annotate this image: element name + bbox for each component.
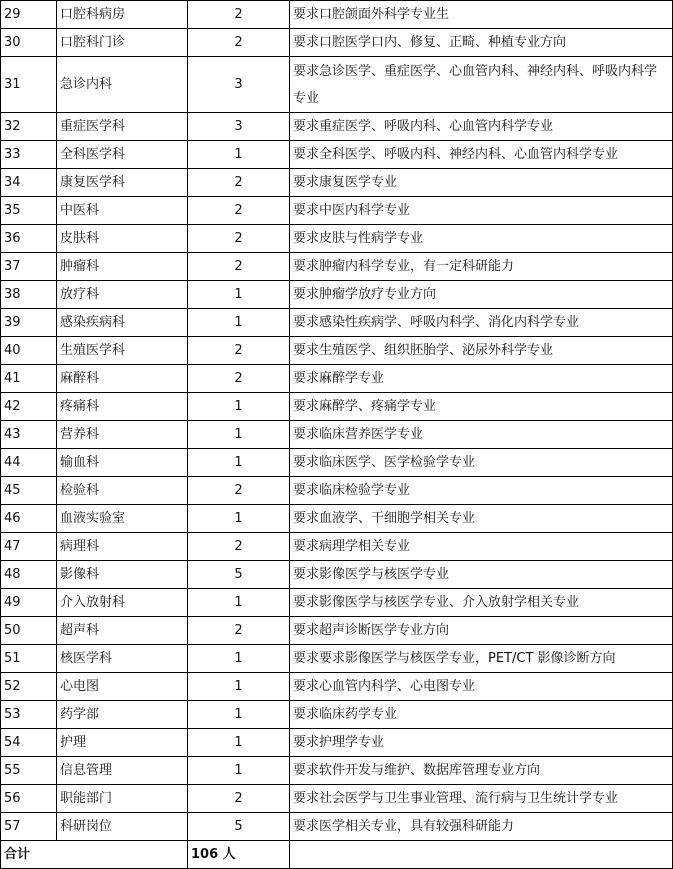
table-row: [1, 113, 673, 141]
row-number-cell: 52: [1, 673, 57, 701]
row-number-cell: 51: [1, 645, 57, 673]
table-row: [1, 673, 673, 701]
row-number-cell: 45: [1, 477, 57, 505]
requirement-cell: 要求临床营养医学专业: [290, 421, 673, 449]
department-cell: 超声科: [57, 617, 188, 645]
table-row: [1, 757, 673, 785]
row-number-cell: 56: [1, 785, 57, 813]
row-number-cell: 35: [1, 197, 57, 225]
row-number-cell: 44: [1, 449, 57, 477]
requirement-cell: 要求要求影像医学与核医学专业，PET/CT 影像诊断方向: [290, 645, 673, 673]
table-row: [1, 561, 673, 589]
requirement-cell: 要求影像医学与核医学专业: [290, 561, 673, 589]
requirement-cell: 要求超声诊断医学专业方向: [290, 617, 673, 645]
requirement-cell: 要求口腔医学口内、修复、正畸、种植专业方向: [290, 29, 673, 57]
requirement-cell: 要求心血管内科学、心电图专业: [290, 673, 673, 701]
headcount-cell: 1: [188, 281, 290, 309]
requirement-cell: 要求护理学专业: [290, 729, 673, 757]
table-row: [1, 393, 673, 421]
department-cell: 心电图: [57, 673, 188, 701]
row-number-cell: 55: [1, 757, 57, 785]
headcount-cell: 2: [188, 477, 290, 505]
table-row: [1, 253, 673, 281]
row-number-cell: 50: [1, 617, 57, 645]
department-cell: 药学部: [57, 701, 188, 729]
headcount-cell: 2: [188, 785, 290, 813]
headcount-cell: 2: [188, 225, 290, 253]
table-row: [1, 589, 673, 617]
row-number-cell: 30: [1, 29, 57, 57]
requirement-cell: 要求重症医学、呼吸内科、心血管内科学专业: [290, 113, 673, 141]
headcount-cell: 1: [188, 141, 290, 169]
department-cell: 输血科: [57, 449, 188, 477]
department-cell: 麻醉科: [57, 365, 188, 393]
requirement-cell: 要求肿瘤学放疗专业方向: [290, 281, 673, 309]
requirement-cell: 要求康复医学专业: [290, 169, 673, 197]
headcount-cell: 3: [188, 113, 290, 141]
row-number-cell: 36: [1, 225, 57, 253]
table-row: [1, 645, 673, 673]
department-cell: 口腔科门诊: [57, 29, 188, 57]
table-row: [1, 169, 673, 197]
requirement-cell: 要求软件开发与维护、数据库管理专业方向: [290, 757, 673, 785]
table-row: [1, 813, 673, 841]
requirement-cell: 要求影像医学与核医学专业、介入放射学相关专业: [290, 589, 673, 617]
headcount-cell: 3: [188, 57, 290, 113]
row-number-cell: 31: [1, 57, 57, 113]
table-row: [1, 533, 673, 561]
table-row: [1, 449, 673, 477]
total-empty-cell: [290, 841, 673, 869]
department-cell: 全科医学科: [57, 141, 188, 169]
department-cell: 营养科: [57, 421, 188, 449]
row-number-cell: 38: [1, 281, 57, 309]
requirement-cell: 要求生殖医学、组织胚胎学、泌尿外科学专业: [290, 337, 673, 365]
headcount-cell: 2: [188, 169, 290, 197]
table-body: [1, 1, 673, 869]
requirement-cell: 要求口腔颌面外科学专业生: [290, 1, 673, 29]
department-cell: 核医学科: [57, 645, 188, 673]
row-number-cell: 46: [1, 505, 57, 533]
table-row: [1, 57, 673, 113]
total-value: 106 人: [188, 841, 290, 869]
department-cell: 检验科: [57, 477, 188, 505]
headcount-cell: 2: [188, 365, 290, 393]
department-cell: 血液实验室: [57, 505, 188, 533]
department-cell: 感染疾病科: [57, 309, 188, 337]
headcount-cell: 5: [188, 813, 290, 841]
row-number-cell: 42: [1, 393, 57, 421]
department-cell: 影像科: [57, 561, 188, 589]
headcount-cell: 1: [188, 309, 290, 337]
table-row: [1, 29, 673, 57]
requirement-cell: 要求临床药学专业: [290, 701, 673, 729]
row-number-cell: 34: [1, 169, 57, 197]
row-number-cell: 57: [1, 813, 57, 841]
department-cell: 口腔科病房: [57, 1, 188, 29]
requirement-cell: 要求临床医学、医学检验学专业: [290, 449, 673, 477]
headcount-cell: 1: [188, 449, 290, 477]
table-row: [1, 309, 673, 337]
row-number-cell: 41: [1, 365, 57, 393]
total-row: [1, 841, 673, 869]
headcount-cell: 1: [188, 701, 290, 729]
headcount-cell: 2: [188, 197, 290, 225]
requirement-cell: 要求感染性疾病学、呼吸内科学、消化内科学专业: [290, 309, 673, 337]
table-row: [1, 365, 673, 393]
requirement-cell: 要求麻醉学、疼痛学专业: [290, 393, 673, 421]
headcount-cell: 1: [188, 421, 290, 449]
department-cell: 科研岗位: [57, 813, 188, 841]
department-cell: 职能部门: [57, 785, 188, 813]
headcount-cell: 2: [188, 1, 290, 29]
requirement-cell: 要求社会医学与卫生事业管理、流行病与卫生统计学专业: [290, 785, 673, 813]
table-row: [1, 197, 673, 225]
row-number-cell: 54: [1, 729, 57, 757]
row-number-cell: 39: [1, 309, 57, 337]
department-cell: 疼痛科: [57, 393, 188, 421]
row-number-cell: 53: [1, 701, 57, 729]
table-row: [1, 1, 673, 29]
table-row: [1, 421, 673, 449]
requirement-cell: 要求血液学、干细胞学相关专业: [290, 505, 673, 533]
department-cell: 信息管理: [57, 757, 188, 785]
requirement-cell: 要求急诊医学、重症医学、心血管内科、神经内科、呼吸内科学专业: [290, 57, 673, 113]
row-number-cell: 37: [1, 253, 57, 281]
headcount-cell: 1: [188, 645, 290, 673]
department-cell: 康复医学科: [57, 169, 188, 197]
table-row: [1, 617, 673, 645]
table-row: [1, 701, 673, 729]
headcount-cell: 1: [188, 393, 290, 421]
requirement-cell: 要求医学相关专业，具有较强科研能力: [290, 813, 673, 841]
requirement-cell: 要求病理学相关专业: [290, 533, 673, 561]
department-cell: 生殖医学科: [57, 337, 188, 365]
row-number-cell: 29: [1, 1, 57, 29]
department-cell: 急诊内科: [57, 57, 188, 113]
department-cell: 肿瘤科: [57, 253, 188, 281]
requirement-cell: 要求中医内科学专业: [290, 197, 673, 225]
headcount-cell: 2: [188, 253, 290, 281]
department-cell: 重症医学科: [57, 113, 188, 141]
department-cell: 病理科: [57, 533, 188, 561]
row-number-cell: 43: [1, 421, 57, 449]
headcount-cell: 1: [188, 757, 290, 785]
row-number-cell: 47: [1, 533, 57, 561]
headcount-cell: 2: [188, 29, 290, 57]
requirement-cell: 要求全科医学、呼吸内科、神经内科、心血管内科学专业: [290, 141, 673, 169]
table-row: [1, 477, 673, 505]
table-row: [1, 337, 673, 365]
headcount-cell: 1: [188, 673, 290, 701]
row-number-cell: 49: [1, 589, 57, 617]
headcount-cell: 1: [188, 589, 290, 617]
table-row: [1, 141, 673, 169]
requirement-cell: 要求麻醉学专业: [290, 365, 673, 393]
table-row: [1, 729, 673, 757]
department-cell: 皮肤科: [57, 225, 188, 253]
table-row: [1, 225, 673, 253]
table-row: [1, 505, 673, 533]
headcount-cell: 5: [188, 561, 290, 589]
requirement-cell: 要求临床检验学专业: [290, 477, 673, 505]
department-cell: 放疗科: [57, 281, 188, 309]
row-number-cell: 32: [1, 113, 57, 141]
table-row: [1, 281, 673, 309]
headcount-cell: 1: [188, 505, 290, 533]
row-number-cell: 48: [1, 561, 57, 589]
headcount-cell: 2: [188, 337, 290, 365]
row-number-cell: 33: [1, 141, 57, 169]
table-row: [1, 785, 673, 813]
requirement-cell: 要求皮肤与性病学专业: [290, 225, 673, 253]
total-label: 合计: [1, 841, 188, 869]
department-cell: 护理: [57, 729, 188, 757]
row-number-cell: 40: [1, 337, 57, 365]
headcount-cell: 2: [188, 617, 290, 645]
department-cell: 介入放射科: [57, 589, 188, 617]
headcount-cell: 2: [188, 533, 290, 561]
department-cell: 中医科: [57, 197, 188, 225]
requirement-cell: 要求肿瘤内科学专业，有一定科研能力: [290, 253, 673, 281]
headcount-cell: 1: [188, 729, 290, 757]
